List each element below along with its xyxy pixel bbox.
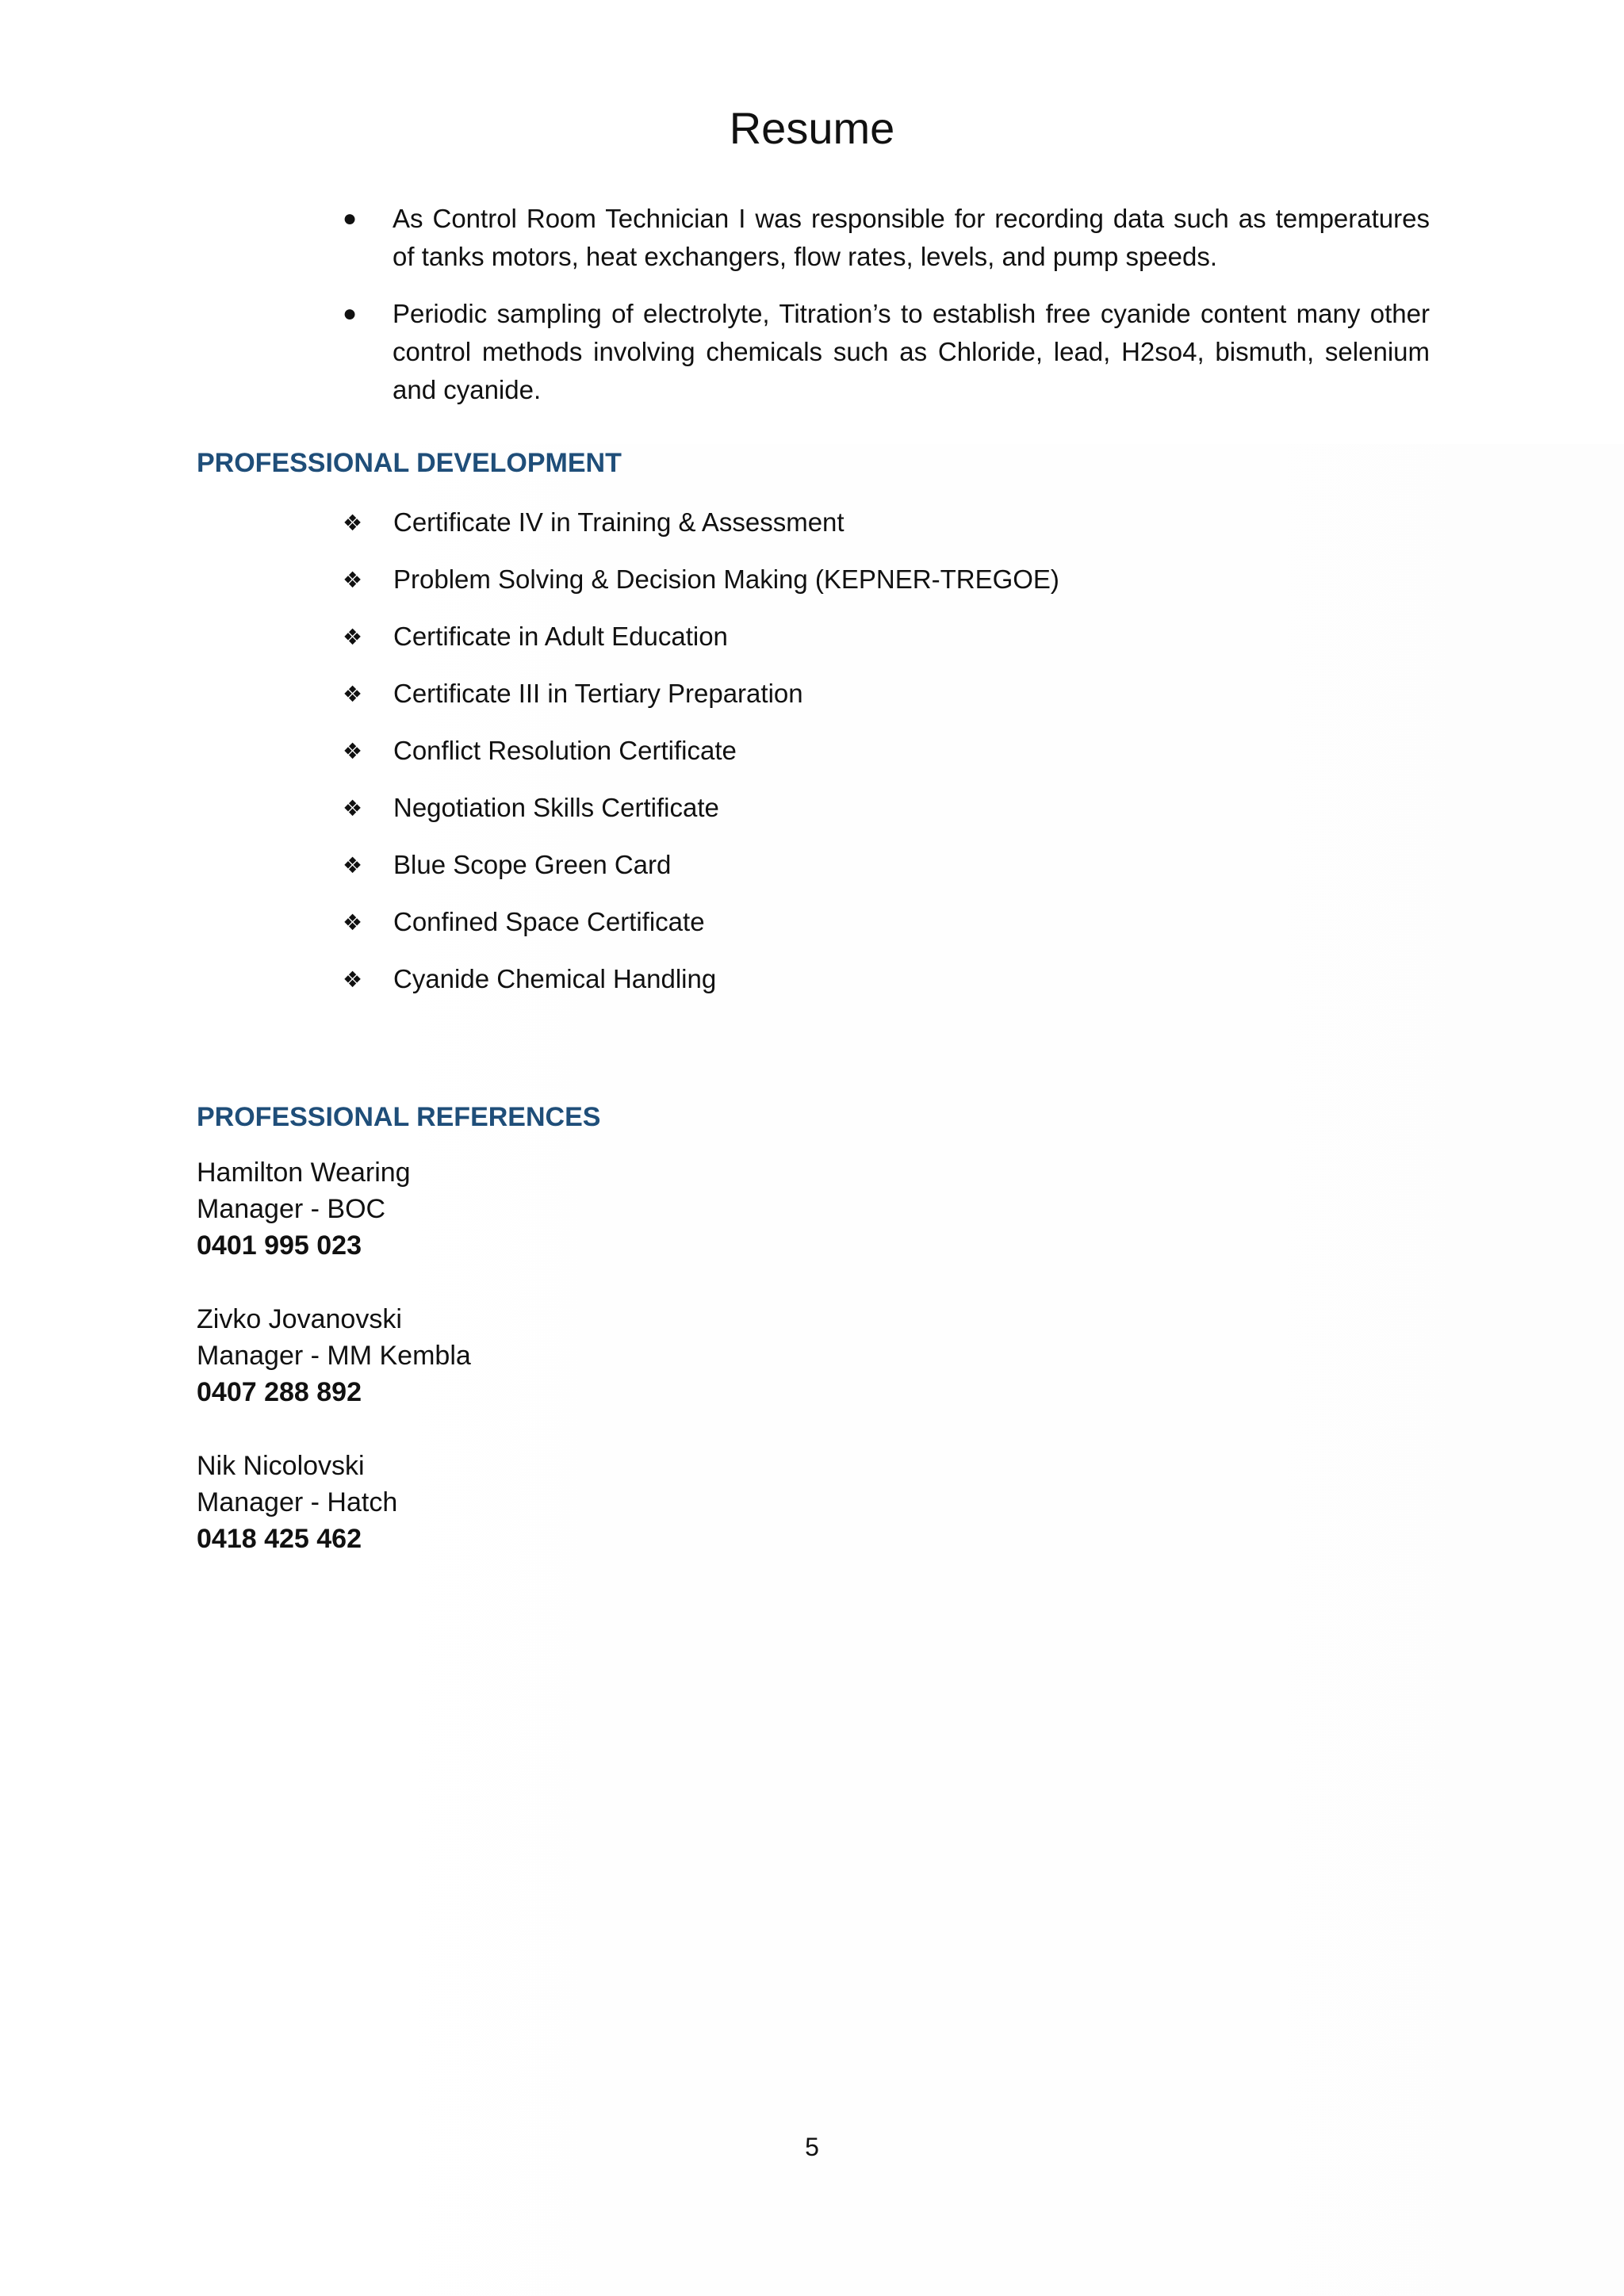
list-item (343, 674, 803, 714)
development-item-label: Certificate in Adult Education (393, 622, 728, 651)
development-item-label: Conflict Resolution Certificate (393, 736, 737, 765)
reference-name: Hamilton Wearing (197, 1158, 411, 1188)
bullet-dot-icon: ● (343, 300, 358, 327)
list-item (343, 959, 716, 999)
development-item-label: Cyanide Chemical Handling (393, 964, 717, 993)
four-diamond-icon: ❖ (343, 624, 363, 649)
list-item (343, 731, 737, 771)
reference-role: Manager - BOC (197, 1194, 386, 1224)
four-diamond-icon: ❖ (343, 852, 363, 878)
professional-development-heading: PROFESSIONAL DEVELOPMENT (197, 448, 622, 478)
list-item (343, 617, 728, 656)
professional-references-heading: PROFESSIONAL REFERENCES (197, 1102, 601, 1132)
reference-phone: 0407 288 892 (197, 1377, 362, 1407)
four-diamond-icon: ❖ (343, 567, 363, 592)
reference-role: Manager - MM Kembla (197, 1341, 471, 1371)
four-diamond-icon: ❖ (343, 681, 363, 706)
development-item-label: Negotiation Skills Certificate (393, 793, 719, 822)
page-title: Resume (729, 103, 895, 153)
four-diamond-icon: ❖ (343, 738, 363, 763)
list-item (343, 788, 719, 828)
development-item-label: Certificate IV in Training & Assessment (393, 507, 845, 537)
reference-entry (197, 1154, 411, 1264)
development-item-label: Certificate III in Tertiary Preparation (393, 679, 803, 708)
development-item-label: Blue Scope Green Card (393, 850, 672, 879)
four-diamond-icon: ❖ (343, 510, 363, 535)
reference-entry (197, 1448, 397, 1557)
page-number: 5 (805, 2133, 819, 2161)
four-diamond-icon: ❖ (343, 795, 363, 821)
development-item-label: Problem Solving & Decision Making (KEPNER-TREGOE) (393, 564, 1059, 594)
reference-phone: 0418 425 462 (197, 1524, 362, 1554)
reference-role: Manager - Hatch (197, 1487, 398, 1517)
bullet-dot-icon: ● (343, 205, 358, 232)
development-item-label: Confined Space Certificate (393, 907, 705, 936)
four-diamond-icon: ❖ (343, 966, 363, 992)
four-diamond-icon: ❖ (343, 909, 363, 935)
reference-name: Nik Nicolovski (197, 1451, 365, 1481)
list-item (343, 503, 845, 542)
list-item (343, 845, 671, 885)
responsibility-item: Periodic sampling of electrolyte, Titration’s to establish free cyanide content many other control methods involving chemicals such as Chloride, lead, H2so4, bismuth, selenium and cyanide. (393, 299, 1430, 404)
list-item (343, 560, 1059, 599)
reference-name: Zivko Jovanovski (197, 1304, 402, 1334)
reference-phone: 0401 995 023 (197, 1230, 362, 1261)
responsibility-item: As Control Room Technician I was responsible for recording data such as temperatures of tanks motors, heat exchangers, flow rates, levels, and pump speeds. (393, 204, 1430, 271)
reference-entry (197, 1301, 471, 1410)
list-item (343, 902, 705, 942)
